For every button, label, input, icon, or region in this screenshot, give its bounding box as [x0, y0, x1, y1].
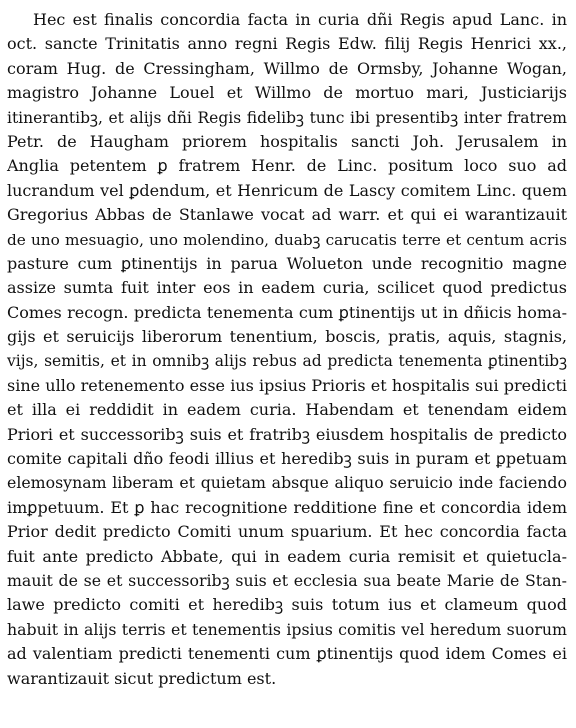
text-line: lawe predicto comiti et heredibꝫ suis totum ius et clameum quod — [7, 595, 567, 615]
text-line: itinerantibꝫ, et alijs dñi Regis fidelibꝫ tunc ibi presentibꝫ inter fratrem — [7, 108, 567, 127]
text-line: comite capitali dño feodi illius et heredibꝫ suis in puram et ꝑpetuam — [7, 449, 567, 469]
text-line: Comes recogn. predicta tenementa cum ꝑtinentijs ut in dñicis homa- — [7, 302, 567, 322]
text-line: Petr. de Haugham priorem hospitalis sancti Joh. Jerusalem in — [7, 131, 567, 151]
text-line: fuit ante predicto Abbate, qui in eadem curia remisit et quietucla- — [7, 546, 567, 566]
text-line: coram Hug. de Cressingham, Willmo de Ormsby, Johanne Wogan, — [7, 58, 567, 78]
text-line: Anglia petentem ꝑ fratrem Henr. de Linc. positum loco suo ad — [7, 156, 567, 176]
text-line: de uno mesuagio, uno molendino, duabꝫ carucatis terre et centum acris — [7, 230, 567, 249]
text-line: oct. sancte Trinitatis anno regni Regis Edw. filij Regis Henrici xx., — [7, 34, 567, 54]
text-line: pasture cum ꝑtinentijs in parua Wolueton unde recognitio magne — [7, 253, 567, 273]
text-line: assize sumta fuit inter eos in eadem curia, scilicet quod predictus — [7, 278, 567, 298]
text-line: elemosynam liberam et quietam absque aliquo seruicio inde faciendo — [7, 473, 567, 493]
text-line: habuit in alijs terris et tenementis ipsius comitis vel heredum suorum — [7, 619, 567, 639]
text-line: Gregorius Abbas de Stanlawe vocat ad warr. et qui ei warantizauit — [7, 205, 567, 225]
text-line: ad valentiam predicti tenementi cum ꝑtinentijs quod idem Comes ei — [7, 644, 567, 664]
text-line: Prior dedit predicto Comiti unum spuarium. Et hec concordia facta — [7, 522, 567, 542]
text-line: vijs, semitis, et in omnibꝫ alijs rebus ad predicta tenementa ꝑtinentibꝫ — [7, 352, 567, 371]
charter-text — [7, 8, 567, 691]
text-line: warantizauit sicut predictum est. — [7, 668, 277, 688]
text-line: magistro Johanne Louel et Willmo de mortuo mari, Justiciarijs — [7, 83, 567, 103]
text-line: lucrandum vel ꝑdendum, et Henricum de Lascy comitem Linc. quem — [7, 180, 567, 200]
text-line: gijs et seruicijs liberorum tenentium, boscis, pratis, aquis, stagnis, — [7, 327, 567, 347]
text-line: Priori et successoribꝫ suis et fratribꝫ eiusdem hospitalis de predicto — [7, 424, 567, 444]
text-line: imꝑpetuum. Et ꝑ hac recognitione redditione fine et concordia idem — [7, 497, 567, 517]
text-line: mauit de se et successoribꝫ suis et ecclesia sua beate Marie de Stan- — [7, 570, 567, 590]
text-line: et illa ei reddidit in eadem curia. Habendam et tenendam eidem — [7, 400, 567, 420]
text-line: sine ullo retenemento esse ius ipsius Prioris et hospitalis sui predicti — [7, 375, 567, 395]
text-line: Hec est finalis concordia facta in curia dñi Regis apud Lanc. in — [33, 10, 567, 29]
